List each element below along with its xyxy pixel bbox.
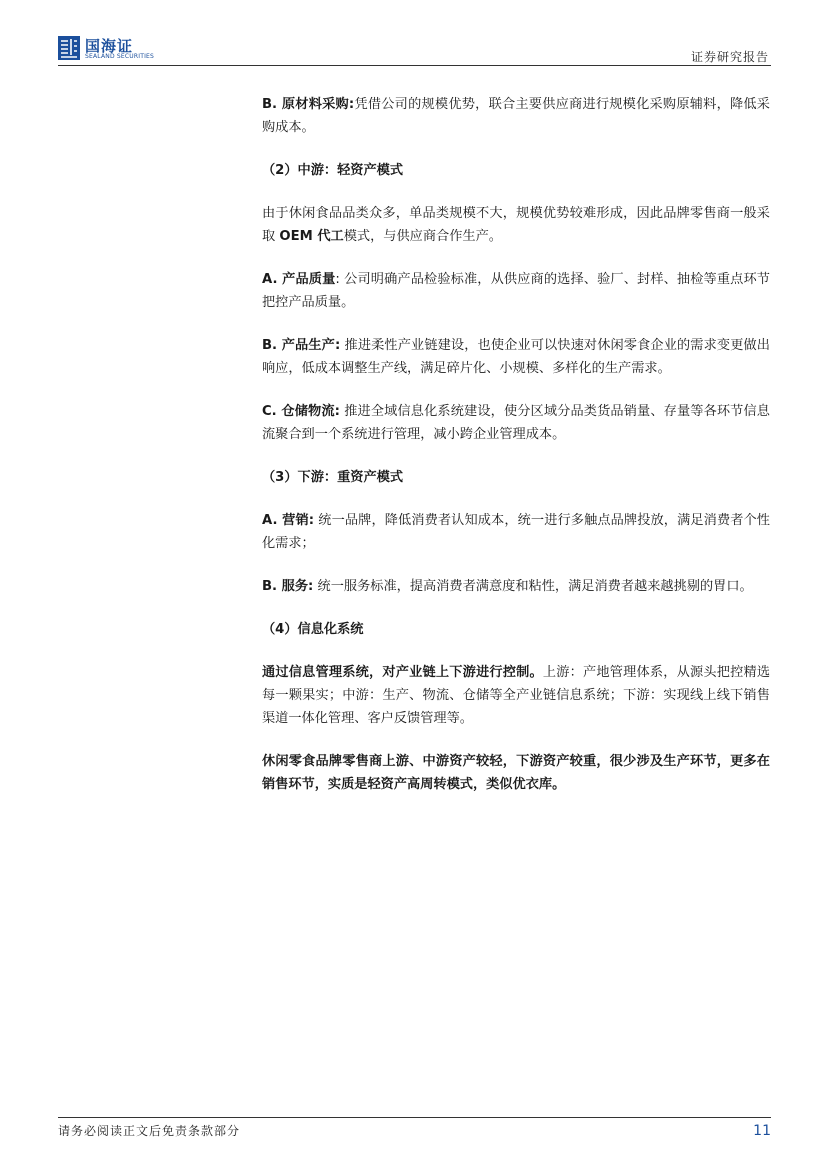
page-number: 11 xyxy=(753,1123,771,1139)
section-heading-midstream: （2）中游：轻资产模式 xyxy=(262,163,404,178)
paragraph-marketing xyxy=(262,509,770,555)
paragraph-conclusion: 休闲零食品牌零售商上游、中游资产较轻，下游资产较重，很少涉及生产环节，更多在销售环节，实质是轻资产高周转模式，类似优衣库。 xyxy=(262,754,770,792)
paragraph-production xyxy=(262,334,770,380)
footer-divider xyxy=(58,1117,771,1118)
sealand-logo xyxy=(58,36,198,66)
para-text: : 公司明确产品检验标准，从供应商的选择、验厂、封样、抽检等重点环节把控产品质量。 xyxy=(262,272,770,310)
para-label: B. 产品生产: xyxy=(262,338,341,353)
footer-disclaimer: 请务必阅读正文后免责条款部分 xyxy=(58,1124,241,1138)
report-body xyxy=(262,93,770,796)
logo-chinese-name: 国海证 xyxy=(85,37,134,55)
section-heading-information-system: （4）信息化系统 xyxy=(262,622,364,637)
para-text: 推进柔性产业链建设，也使企业可以快速对休闲零食企业的需求变更做出响应，低成本调整生产线，满足碎片化、小规模、多样化的生产需求。 xyxy=(262,338,770,376)
paragraph-service xyxy=(262,575,770,598)
para-label: A. 产品质量 xyxy=(262,272,336,287)
para-text: 统一服务标准，提高消费者满意度和粘性，满足消费者越来越挑剔的胃口。 xyxy=(313,579,753,594)
paragraph-midstream-intro xyxy=(262,202,770,248)
page-header xyxy=(0,0,827,66)
logo-english-name: SEALAND SECURITIES xyxy=(85,53,155,60)
para-label: B. 原材料采购: xyxy=(262,97,355,112)
paragraph-raw-material xyxy=(262,93,770,139)
paragraph-logistics xyxy=(262,400,770,446)
para-text: 由于休闲食品品类众多，单品类规模不大，规模优势较难形成，因此品牌零售商一般采取 xyxy=(262,206,770,244)
para-text: 推进全域信息化系统建设，使分区域分品类货品销量、存量等各环节信息流聚合到一个系统进行管理，减小跨企业管理成本。 xyxy=(262,404,770,442)
paragraph-information-system xyxy=(262,661,770,730)
para-text: 模式，与供应商合作生产。 xyxy=(343,229,502,244)
sealand-logo-icon xyxy=(58,36,80,60)
report-type-label: 证券研究报告 xyxy=(690,50,769,64)
para-label: 通过信息管理系统，对产业链上下游进行控制。 xyxy=(262,665,543,680)
para-text: 上游：产地管理体系，从源头把控精选每一颗果实；中游：生产、物流、仓储等全产业链信息系统；下游：实现线上线下销售渠道一体化管理、客户反馈管理等。 xyxy=(262,665,771,726)
section-heading-downstream: （3）下游：重资产模式 xyxy=(262,470,404,485)
paragraph-product-quality xyxy=(262,268,770,314)
header-divider xyxy=(58,65,771,66)
para-text: 凭借公司的规模优势，联合主要供应商进行规模化采购原辅料，降低采购成本。 xyxy=(262,97,770,135)
para-label: C. 仓储物流: xyxy=(262,404,340,419)
para-text: 统一品牌，降低消费者认知成本，统一进行多触点品牌投放，满足消费者个性化需求； xyxy=(262,513,770,551)
para-label: A. 营销: xyxy=(262,513,315,528)
para-bold-term: OEM 代工 xyxy=(279,229,344,244)
para-label: B. 服务: xyxy=(262,579,314,594)
